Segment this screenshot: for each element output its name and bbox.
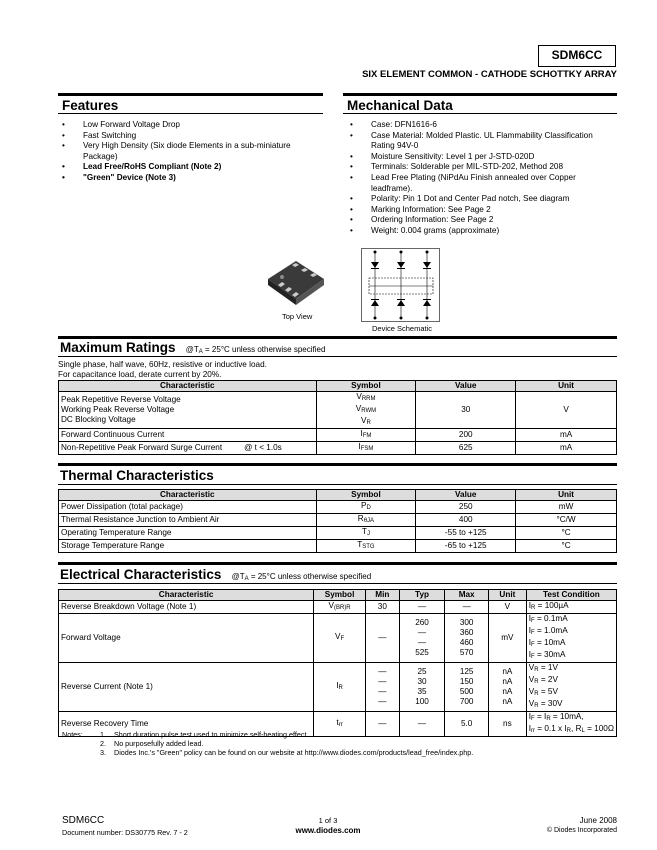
table-header-row: Characteristic Symbol Value Unit <box>59 381 617 392</box>
table-header-row: Characteristic Symbol Value Unit <box>59 490 617 501</box>
list-item: • Terminals: Solderable per MIL-STD-202, Method 208 <box>350 162 615 173</box>
list-item: • Fast Switching <box>62 131 307 142</box>
mechanical-heading: Mechanical Data <box>347 98 453 113</box>
max-ratings-condition: $@T_A = 25^\circ C$ unless otherwise specified <box>185 345 326 355</box>
mechanical-bottom-rule <box>343 113 617 114</box>
mechanical-list <box>350 120 615 237</box>
list-item: • "Green" Device (Note 3) <box>62 173 307 184</box>
table-row: Storage Temperature Range $T_{STG}$ -65 to +125 °C <box>59 540 617 553</box>
list-item: • Moisture Sensitivity: Level 1 per J-STD-020D <box>350 152 615 163</box>
table-row: Reverse Breakdown Voltage (Note 1) $V_{(BR)R}$ 30 — — V $I_R = 100\mu A$ <box>59 601 617 614</box>
notes-block: Notes: 1. Short duration pulse test used to minimize self-heating effect. 2. No purposefully added lead. 3. Diodes Inc.'s "Green" policy can be found on our website at http://www.diodes.com/products/lead_free/index.php. <box>62 730 474 757</box>
table-row: Power Dissipation (total package) $P_D$ 250 mW <box>59 501 617 514</box>
electrical-bottom-rule <box>58 583 617 584</box>
max-ratings-note2: For capacitance load, derate current by 20%. <box>58 370 222 379</box>
features-top-rule <box>58 93 323 96</box>
top-view-caption: Top View <box>282 312 313 321</box>
thermal-bottom-rule <box>58 484 617 485</box>
list-item: • Case: DFN1616-6 <box>350 120 615 131</box>
package-top-view-image <box>262 255 330 307</box>
footer-doc-number: Document number: DS30775 Rev. 7 - 2 <box>62 828 188 837</box>
features-heading: Features <box>62 98 119 113</box>
document-subtitle: SIX ELEMENT COMMON - CATHODE SCHOTTKY ARRAY <box>362 69 617 80</box>
list-item: • Ordering Information: See Page 2 <box>350 215 615 226</box>
max-ratings-table <box>58 380 617 455</box>
electrical-heading: Electrical Characteristics <box>60 567 222 582</box>
table-row: Non-Repetitive Peak Forward Surge Current @ t < 1.0s $I_{FSM}$ 625 mA <box>59 442 617 455</box>
electrical-title <box>60 567 371 582</box>
max-ratings-rule <box>58 336 617 339</box>
list-item: • Polarity: Pin 1 Dot and Center Pad notch, See diagram <box>350 194 615 205</box>
features-list <box>62 120 307 184</box>
electrical-table <box>58 589 617 737</box>
footer-copyright: © Diodes Incorporated <box>546 827 617 834</box>
max-ratings-title <box>60 340 325 355</box>
table-row: Thermal Resistance Junction to Ambient Air $R_{\theta JA}$ 400 °C/W <box>59 514 617 527</box>
table-row: Peak Repetitive Reverse Voltage Working Peak Reverse Voltage DC Blocking Voltage $V_{RRM}$ $V_{RWM}$ $V_R$ 30 V <box>59 392 617 429</box>
max-ratings-note1: Single phase, half wave, 60Hz, resistive or inductive load. <box>58 360 267 369</box>
list-item: • Low Forward Voltage Drop <box>62 120 307 131</box>
device-schematic-image <box>361 248 440 322</box>
list-item: • Marking Information: See Page 2 <box>350 205 615 216</box>
list-item: • Lead Free Plating (NiPdAu Finish annealed over Copper leadframe). <box>350 173 615 194</box>
max-ratings-bottom-rule <box>58 356 617 357</box>
footer-date: June 2008 <box>579 816 617 825</box>
features-bottom-rule <box>58 113 323 114</box>
list-item: • Very High Density (Six diode Elements in a sub-miniature Package) <box>62 141 307 162</box>
footer-part: SDM6CC <box>62 815 105 826</box>
thermal-table <box>58 489 617 553</box>
table-row: Forward Voltage $V_F$ — 260 — — 525 300 360 460 570 mV $I_F = 0.1mA$ $I_F = 1.0mA$ $I_F = 10mA$ $I_F = 30mA$ <box>59 614 617 663</box>
list-item: • Weight: 0.004 grams (approximate) <box>350 226 615 237</box>
table-header-row: Characteristic Symbol Min Typ Max Unit Test Condition <box>59 590 617 601</box>
thermal-rule <box>58 463 617 466</box>
thermal-heading: Thermal Characteristics <box>60 468 214 483</box>
footer-website[interactable]: www.diodes.com <box>295 826 361 835</box>
table-row: Reverse Recovery Time $t_{rr}$ — — 5.0 ns $I_F = I_R = 10mA$, $I_{rr} = 0.1$ x $I_R$, $R_L = 100\Omega$ <box>59 712 617 737</box>
table-row: Operating Temperature Range $T_J$ -55 to +125 °C <box>59 527 617 540</box>
max-ratings-heading: Maximum Ratings <box>60 340 176 355</box>
list-item: • Case Material: Molded Plastic. UL Flammability Classification Rating 94V-0 <box>350 131 615 152</box>
mechanical-top-rule <box>343 93 617 96</box>
electrical-condition: $@T_A = 25^\circ C$ unless otherwise specified <box>231 572 372 582</box>
table-row: Reverse Current (Note 1) $I_R$ — — — — 25 30 35 100 125 150 500 700 nA nA nA nA $V_R = 1V$ $V_R = 2V$ $V_R = 5V$ $V_R = 30V$ <box>59 663 617 712</box>
table-row: Forward Continuous Current $I_{FM}$ 200 mA <box>59 429 617 442</box>
footer-page: 1 of 3 <box>318 816 338 825</box>
part-number: SDM6CC <box>538 45 616 67</box>
schematic-caption: Device Schematic <box>372 324 433 333</box>
electrical-rule <box>58 562 617 565</box>
list-item: • Lead Free/RoHS Compliant (Note 2) <box>62 162 307 173</box>
